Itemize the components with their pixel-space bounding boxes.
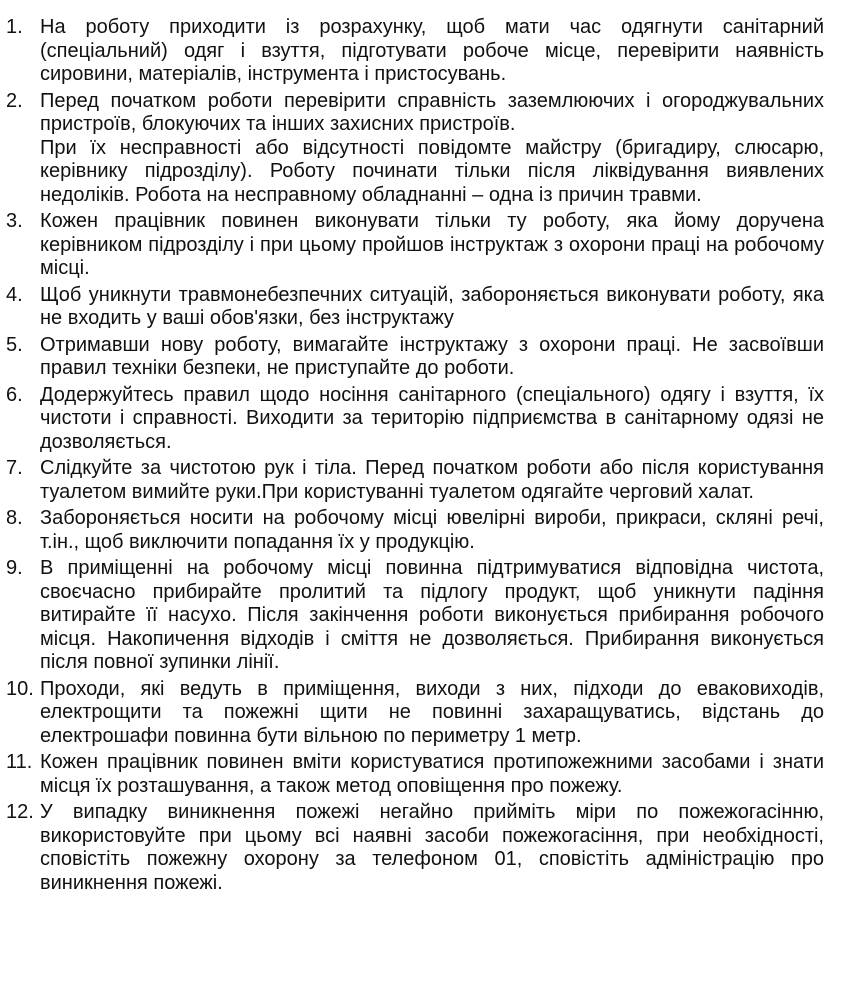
item-paragraph: Додержуйтесь правил щодо носіння санітарного (спеціального) одягу і взуття, їх чистоти і справності. Виходити за територію підприємства в санітарному одязі не дозволяється.: [40, 383, 824, 453]
item-text: [40, 801, 824, 895]
item-text: [40, 507, 824, 554]
item-paragraph: Отримавши нову роботу, вимагайте інструктажу з охорони праці. Не засвоївши правил техніки безпеки, не приступайте до роботи.: [40, 333, 824, 379]
list-item: [6, 90, 824, 208]
item-text: [40, 557, 824, 675]
item-text: [40, 751, 824, 798]
list-item: [6, 557, 824, 675]
item-number: 7.: [6, 457, 23, 479]
item-text: [40, 284, 824, 331]
item-paragraph: Забороняється носити на робочому місці ювелірні вироби, прикраси, скляні речі, т.ін., щоб виключити попадання їх у продукцію.: [40, 507, 824, 553]
list-item: [6, 751, 824, 798]
item-paragraph: Слідкуйте за чистотою рук і тіла. Перед початком роботи або після користування туалетом вимийте руки.При користуванні туалетом одягайте черговий халат.: [40, 457, 824, 503]
list-item: [6, 16, 824, 87]
item-number: 8.: [6, 507, 23, 529]
item-text: [40, 16, 824, 87]
list-item: [6, 678, 824, 749]
list-item: [6, 801, 824, 895]
item-paragraph: В приміщенні на робочому місці повинна підтримуватися відповідна чистота, своєчасно прибирайте пролитий та підлогу продукт, щоб уникнути падіння витирайте її насухо. Після закінчення роботи виконується прибирання робочого місця. Накопичення відходів і сміття не дозволяється. Прибирання виконується після повної зупинки лінії.: [40, 557, 824, 673]
item-text: [40, 457, 824, 504]
item-number: 10.: [6, 677, 34, 700]
list-item: [6, 284, 824, 331]
item-text: [40, 384, 824, 455]
list-item: [6, 384, 824, 455]
item-number: 11.: [6, 751, 33, 773]
item-number: 3.: [6, 210, 23, 232]
item-paragraph: На роботу приходити із розрахунку, щоб мати час одягнути санітарний (спеціальний) одяг і взуття, підготувати робоче місце, перевірити наявність сировини, матеріалів, інструмента і пристосувань.: [40, 16, 824, 85]
item-text: [40, 678, 824, 749]
item-number: 2.: [6, 89, 23, 112]
item-number: 1.: [6, 16, 23, 38]
item-number: 4.: [6, 283, 23, 306]
list-item: [6, 210, 824, 281]
item-paragraph: Кожен працівник повинен вміти користуватися протипожежними засобами і знати місця їх розташування, а також метод оповіщення про пожежу.: [40, 751, 824, 797]
item-paragraph: У випадку виникнення пожежі негайно прийміть міри по пожежогасінню, використовуйте при цьому всі наявні засоби пожежогасіння, при необхідності, сповістіть пожежну охорону за телефоном 01, сповістіть адміністрацію про виникнення пожежі.: [40, 801, 824, 894]
list-item: [6, 457, 824, 504]
item-number: 5.: [6, 333, 23, 356]
item-paragraph: При їх несправності або відсутності повідомте майстру (бригадиру, слюсарю, керівнику підрозділу). Роботу починати тільки після ліквідування виявлених недоліків. Робота на несправному обладнанні – одна із причин травми.: [40, 136, 824, 206]
item-text: [40, 210, 824, 281]
item-paragraph: Перед початком роботи перевірити справність заземлюючих і огороджувальних пристроїв, блокуючих та інших захисних пристроїв.: [40, 89, 824, 135]
item-text: [40, 90, 824, 208]
item-paragraph: Щоб уникнути травмонебезпечних ситуацій, забороняється виконувати роботу, яка не входить у ваші обов'язки, без інструктажу: [40, 283, 824, 329]
item-text: [40, 334, 824, 381]
item-paragraph: Кожен працівник повинен виконувати тільки ту роботу, яка йому доручена керівником підрозділу і при цьому пройшов інструктаж з охорони праці на робочому місці.: [40, 210, 824, 279]
list-item: [6, 334, 824, 381]
item-number: 12.: [6, 801, 34, 823]
item-number: 9.: [6, 557, 23, 579]
safety-rules-list: [6, 16, 824, 895]
item-paragraph: Проходи, які ведуть в приміщення, виходи з них, підходи до еваковиходів, електрощити та пожежні щити не повинні захаращуватись, відстань до електрошафи повинна бути вільною по периметру 1 метр.: [40, 677, 824, 747]
item-number: 6.: [6, 383, 23, 406]
list-item: [6, 507, 824, 554]
